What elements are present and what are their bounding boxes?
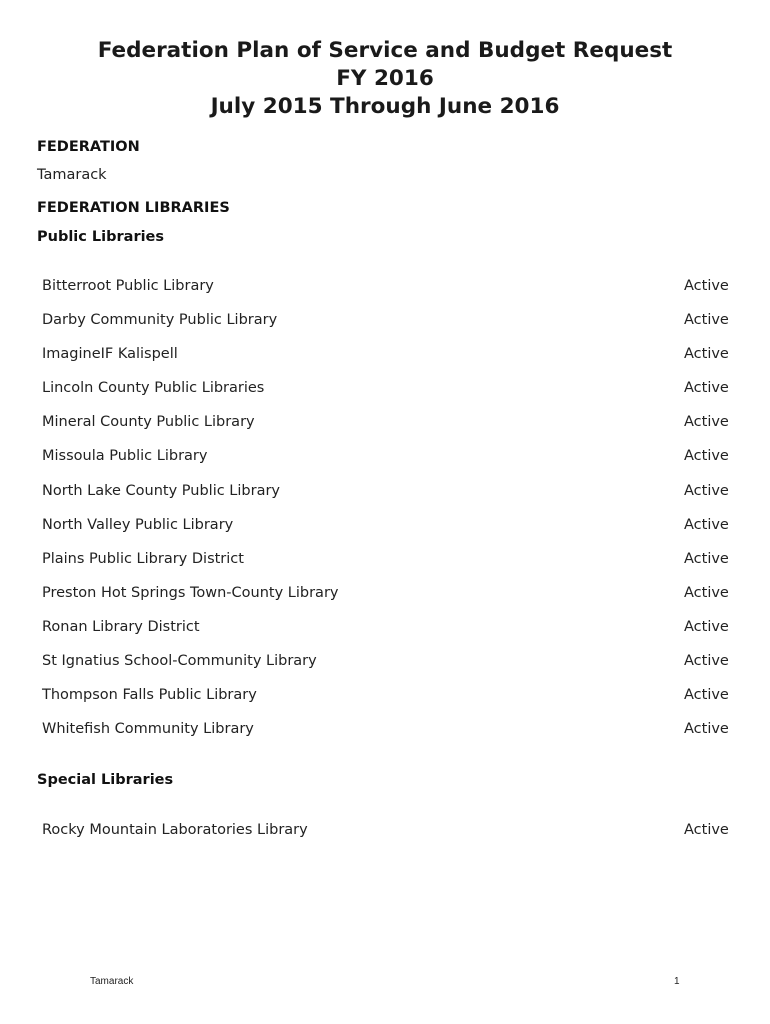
library-name: Thompson Falls Public Library bbox=[42, 687, 257, 704]
library-status: Active bbox=[684, 618, 729, 635]
library-status: Active bbox=[684, 550, 729, 567]
library-status: Active bbox=[684, 482, 729, 499]
library-status: Active bbox=[684, 687, 729, 704]
list-item bbox=[42, 619, 732, 653]
library-name: North Lake County Public Library bbox=[42, 482, 281, 499]
list-item bbox=[42, 585, 732, 619]
library-status: Active bbox=[684, 516, 729, 533]
title-line-2: FY 2016 bbox=[336, 66, 434, 91]
library-name: North Valley Public Library bbox=[42, 516, 234, 533]
library-name: Rocky Mountain Laboratories Library bbox=[42, 822, 308, 838]
footer-federation-name: Tamarack bbox=[90, 976, 134, 987]
library-name: Missoula Public Library bbox=[42, 448, 208, 465]
list-item bbox=[42, 380, 732, 414]
library-status: Active bbox=[684, 584, 729, 601]
library-name: Lincoln County Public Libraries bbox=[42, 380, 265, 397]
library-name: Plains Public Library District bbox=[42, 550, 244, 567]
list-item bbox=[42, 687, 732, 721]
library-name: Whitefish Community Library bbox=[42, 721, 254, 738]
list-item bbox=[42, 653, 732, 687]
list-item bbox=[42, 278, 732, 312]
library-status: Active bbox=[684, 346, 729, 363]
library-name: Darby Community Public Library bbox=[42, 312, 278, 329]
list-item bbox=[42, 721, 732, 755]
library-status: Active bbox=[684, 822, 729, 838]
special-libraries-heading: Special Libraries bbox=[37, 772, 174, 788]
federation-value: Tamarack bbox=[37, 167, 107, 183]
library-name: ImagineIF Kalispell bbox=[42, 346, 178, 363]
library-name: Ronan Library District bbox=[42, 618, 200, 635]
library-status: Active bbox=[684, 312, 729, 329]
public-libraries-heading: Public Libraries bbox=[37, 229, 165, 245]
list-item bbox=[42, 448, 732, 482]
library-status: Active bbox=[684, 448, 729, 465]
list-item bbox=[42, 346, 732, 380]
list-item bbox=[42, 822, 732, 856]
title-line-3: July 2015 Through June 2016 bbox=[210, 94, 560, 119]
library-status: Active bbox=[684, 721, 729, 738]
title-line-1: Federation Plan of Service and Budget Request bbox=[97, 38, 673, 63]
library-name: Preston Hot Springs Town-County Library bbox=[42, 584, 339, 601]
list-item bbox=[42, 414, 732, 448]
list-item bbox=[42, 312, 732, 346]
list-item bbox=[42, 483, 732, 517]
library-status: Active bbox=[684, 278, 729, 294]
footer-page-number: 1 bbox=[674, 976, 680, 987]
library-name: St Ignatius School-Community Library bbox=[42, 653, 317, 670]
library-status: Active bbox=[684, 414, 729, 431]
library-status: Active bbox=[684, 653, 729, 670]
public-libraries-list bbox=[42, 278, 732, 755]
document-title bbox=[0, 37, 770, 121]
library-name: Bitterroot Public Library bbox=[42, 278, 214, 294]
library-name: Mineral County Public Library bbox=[42, 414, 255, 431]
list-item bbox=[42, 517, 732, 551]
special-libraries-list bbox=[42, 822, 732, 856]
federation-libraries-label: FEDERATION LIBRARIES bbox=[37, 200, 230, 216]
federation-label: FEDERATION bbox=[37, 139, 140, 155]
library-status: Active bbox=[684, 380, 729, 397]
list-item bbox=[42, 551, 732, 585]
